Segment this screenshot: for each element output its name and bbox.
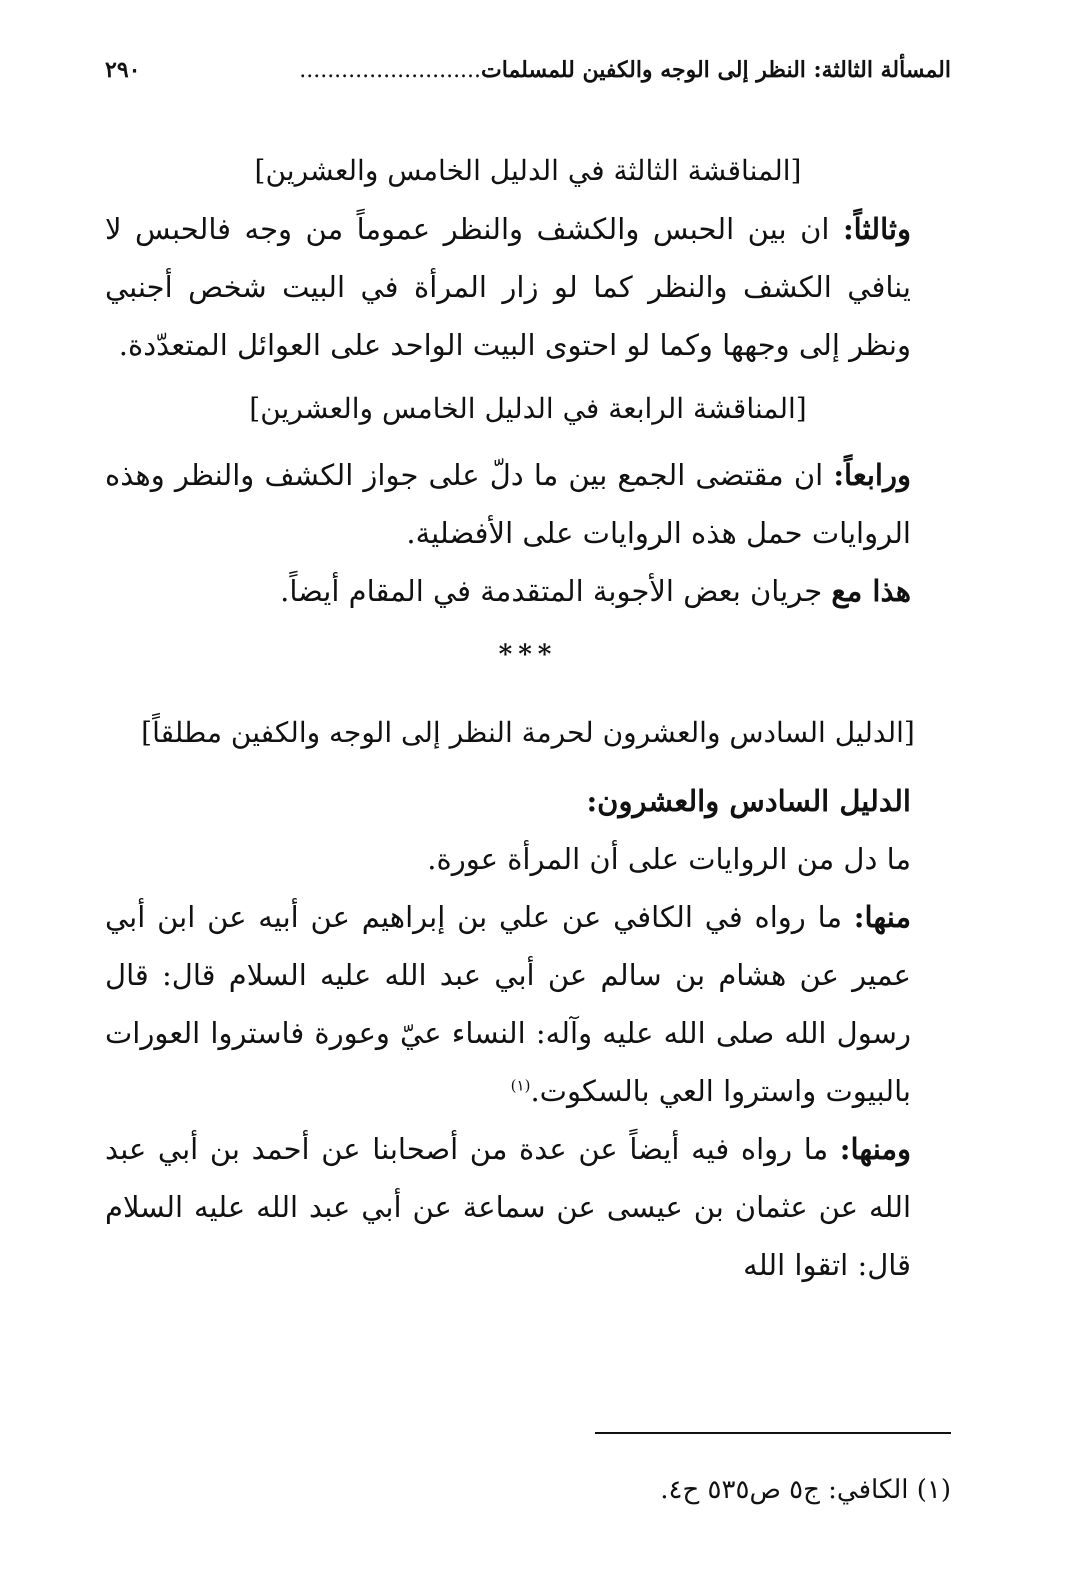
running-header (105, 50, 951, 90)
paragraph-label: ورابعاً: (833, 458, 911, 492)
section-heading-third-discussion: [المناقشة الثالثة في الدليل الخامس والعشرين] (254, 154, 802, 187)
paragraph-text: ما رواه في الكافي عن علي بن إبراهيم عن أبيه عن ابن أبي عمير عن هشام بن سالم عن أبي عبد الله عليه السلام قال: قال رسول الله صلى الله عليه وآله: النساء عيّ وعورة فاستروا العورات بالبيوت واستروا العي بالسكوت. (105, 900, 911, 1108)
footnote: (١) الكافي: ج٥ ص٥٣٥ ح٤. (660, 1475, 951, 1505)
paragraph-fourth-point (105, 446, 951, 562)
paragraph-narration-two (105, 1120, 951, 1294)
main-text (105, 142, 951, 1294)
page-number: ٢٩٠ (105, 57, 141, 83)
header-title: المسألة الثالثة: النظر إلى الوجه والكفين للمسلمات (481, 57, 951, 83)
paragraph-intro-narrations: ما دل من الروايات على أن المرأة عورة. (427, 842, 911, 876)
section-separator-stars: *** (498, 640, 558, 670)
paragraph-text: جريان بعض الأجوبة المتقدمة في المقام أيضاً. (280, 574, 832, 608)
paragraph-third-point (105, 200, 951, 374)
paragraph-label: منها: (853, 900, 911, 934)
section-heading-twenty-sixth-proof: [الدليل السادس والعشرون لحرمة النظر إلى الوجه والكفين مطلقاً] (141, 716, 915, 749)
paragraph-label: ومنها: (839, 1132, 911, 1166)
paragraph-text: ان مقتضى الجمع بين ما دلّ على جواز الكشف والنظر وهذه الروايات حمل هذه الروايات على الأفضلية. (105, 458, 911, 550)
paragraph-text: ان بين الحبس والكشف والنظر عموماً من وجه فالحبس لا ينافي الكشف والنظر كما لو زار المرأة في البيت شخص أجنبي ونظر إلى وجهها وكما لو احتوى البيت الواحد على العوائل المتعدّدة. (105, 212, 911, 362)
footnote-divider (595, 1432, 951, 1434)
paragraph-additional-note (105, 562, 951, 620)
paragraph-narration-one (105, 888, 951, 1120)
subheading-twenty-sixth-proof: الدليل السادس والعشرون: (586, 784, 911, 818)
header-leader-dots: .......................... (299, 58, 482, 83)
paragraph-label: هذا مع (831, 574, 911, 608)
section-heading-fourth-discussion: [المناقشة الرابعة في الدليل الخامس والعشرين] (249, 392, 807, 425)
footnote-reference[interactable]: (١) (510, 1076, 531, 1095)
paragraph-label: وثالثاً: (842, 212, 911, 246)
paragraph-text: ما رواه فيه أيضاً عن عدة من أصحابنا عن أحمد بن أبي عبد الله عن عثمان بن عيسى عن سماعة عن أبي عبد الله عليه السلام قال: اتقوا الله (105, 1132, 911, 1282)
